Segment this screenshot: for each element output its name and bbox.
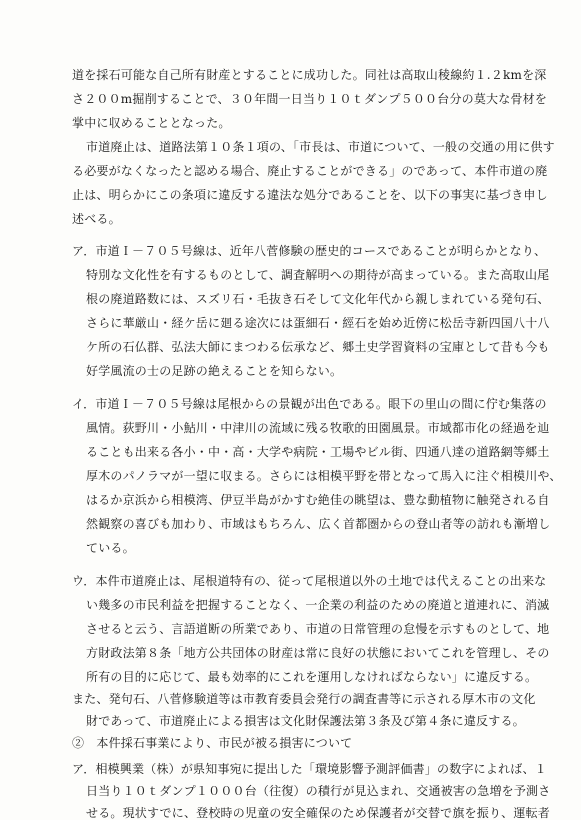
text-line: 掌中に収めることとなった。 bbox=[72, 116, 231, 130]
text-line: 然観察の喜びも加わり、市域はもちろん、広く首都圏からの登山者等の訪れも漸増し bbox=[86, 516, 551, 531]
text-line: ケ所の石仏群、弘法大師にまつわる伝承など、郷土史学習資料の宝庫として昔も今も bbox=[86, 339, 550, 354]
text-line: 述べる。 bbox=[72, 212, 121, 227]
text-line: ア．市道Ｉ－７０５号線は、近年八菅修験の歴史的コースであることが明らかとなり、 bbox=[72, 243, 547, 258]
text-line: 方財政法第８条「地方公共団体の財産は常に良好の状態においてこれを管理し、その bbox=[86, 645, 550, 660]
text-line: イ．市道Ｉ－７０５号線は尾根からの景観が出色である。眼下の里山の間に佇む集落の bbox=[72, 396, 547, 411]
section-heading: ② 本件採石事業により、市民が被る損害について bbox=[72, 735, 353, 750]
text-line: 根の廃道路数には、スズリ石・毛抜き石そして文化年代から親しまれている発句石、 bbox=[86, 291, 550, 306]
text-line: 厚木のパノラマが一望に収まる。さらには相模平野を帯となって馬入に注ぐ相模川や、 bbox=[86, 468, 562, 483]
text-line: させると云う、言語道断の所業であり、市道の日常管理の怠慢を示すものとして、地 bbox=[86, 621, 550, 636]
text-line: 特別な文化性を有するものとして、調査解明への期待が高まっている。また高取山尾 bbox=[86, 267, 550, 282]
text-line: る必要がなくなったと認める場合、廃止することができる」のであって、本件市道の廃 bbox=[72, 164, 548, 179]
text-line: また、発句石、八菅修験道等は市教育委員会発行の調査書等に示される厚木市の文化 bbox=[72, 691, 536, 706]
text-line: ている。 bbox=[86, 540, 135, 555]
text-line: 所有の目的に応じて、最も効率的にこれを運用しなければならない」に違反する。 bbox=[86, 669, 538, 684]
text-line: さらに華厳山・経ケ岳に廻る途次には蛋細石・經石を始め近傍に松岳寺新四国八十八 bbox=[86, 315, 550, 330]
text-line: ア．相模興業（株）が県知事宛に提出した「環境影響予測評価書」の数字によれば、１ bbox=[72, 761, 547, 776]
text-line: ウ．本件市道廃止は、尾根道特有の、従って尾根道以外の土地では代えることの出来な bbox=[72, 573, 547, 588]
text-line: 止は、明らかにこの条項に違反する違法な処分であることを、以下の事実に基づき申し bbox=[72, 188, 548, 203]
text-line: 道を採石可能な自己所有財産とすることに成功した。同社は高取山稜線約１.２kmを深 bbox=[72, 68, 547, 82]
text-line: はるか京浜から相模湾、伊豆半島がかすむ絶佳の眺望は、豊な動植物に触発される自 bbox=[86, 492, 550, 507]
text-line: 市道廃止は、道路法第１０条１項の、「市長は、市道について、一般の交通の用に供す bbox=[86, 140, 555, 155]
text-line: い幾多の市民利益を把握することなく、一企業の利益のための廃道と道連れに、消滅 bbox=[86, 597, 550, 612]
text-line: 財であって、市道廃止による損害は文化財保護法第３条及び第４条に違反する。 bbox=[86, 713, 525, 728]
text-line: ることも出来る各小・中・高・大学や病院・工場やビル街、四通八達の道路網等郷土 bbox=[86, 444, 550, 459]
text-line: せる。現状すでに、登校時の児童の安全確保のため保護者が交替で旗を振り、運転者 bbox=[86, 806, 550, 820]
text-line: さ２００m掘削することで、３０年間一日当り１０ｔダンプ５００台分の莫大な骨材を bbox=[72, 92, 548, 106]
text-line: 日当り１０ｔダンプ１０００台（往復）の積行が見込まれ、交通被害の急増を予測さ bbox=[86, 783, 551, 798]
text-line: 好学風流の士の足跡の絶えることを知らない。 bbox=[86, 364, 343, 378]
text-line: 風情。荻野川・小鮎川・中津川の流域に残る牧歌的田園風景。市域都市化の経過を辿 bbox=[86, 420, 550, 435]
